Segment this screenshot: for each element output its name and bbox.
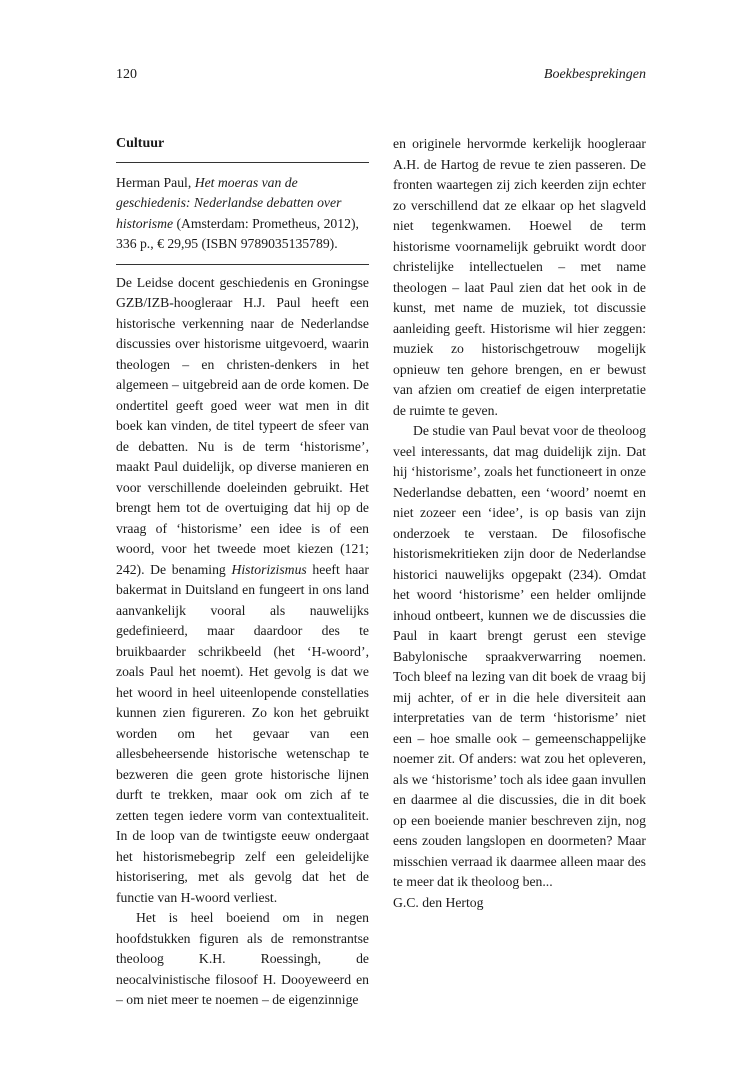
page-number: 120: [116, 67, 137, 82]
right-column: [393, 134, 646, 913]
citation-author: Herman Paul,: [116, 174, 195, 190]
reviewer-signature: G.C. den Hertog: [393, 894, 484, 910]
left-column: [116, 134, 369, 1011]
review-paragraph-2: Het is heel boeiend om in negen hoofdstukken figuren als de remonstrantse theoloog K.H. Roessingh, de neocalvinistische filosoof H. Dooyeweerd en – om niet meer te noemen – de eigenzinnige: [116, 910, 369, 1007]
divider-bottom: [116, 264, 369, 265]
book-citation: [116, 173, 369, 255]
review-paragraph-2-continued: en originele hervormde kerkelijk hoogleraar A.H. de Hartog de revue te zien passeren. De fronten waartegen zij zich keerden zijn echter zo verschillend dat ze elkaar op het slagveld niet tegenkwamen. Hoewel de term historisme voornamelijk gebruikt wordt door christelijke intellectuelen – met name theologen – laat Paul zien dat het ook in de kunst, met name de muziek, tot discussie aanleiding geeft. Historisme wil hier zeggen: muziek zo historischgetrouw mogelijk opnieuw ten gehore brengen, en er bewust van afzien om creatief de eigen interpretatie de ruimte te geven.: [393, 136, 646, 418]
section-title: Cultuur: [116, 136, 165, 151]
historizismus-term: Historizismus: [231, 561, 307, 577]
divider-top: [116, 162, 369, 163]
review-paragraph-3: De studie van Paul bevat voor de theoloog veel interessants, dat mag duidelijk zijn. Dat hij ‘historisme’, zoals het functioneert in onze Nederlandse debatten, een ‘woord’ noemt en niet zozeer een ‘idee’, is op basis van zijn onderzoek te verstaan. De filosofische historismekritieken zijn door de Nederlandse historici nauwelijks opgepakt (234). Omdat het woord ‘historisme’ een helder omlijnde inhoud ontbeert, kunnen we de discussies die Paul in kaart brengt gerust een stevige Babylonische spraakverwarring noemen. Toch bleef na lezing van dit boek de vraag bij mij achter, of er in die hele diversiteit aan interpretaties van de term ‘historisme’ niet een – hoe smalle ook – gemeenschappelijke noemer zit. Of anders: wat zou het opleveren, als we ‘historisme’ toch als idee gaan invullen en daarmee al die discussies, die in dit boek op een boeiende manier beschreven zijn, nog eens zouden langslopen en doormeten? Maar misschien verraad ik daarmee alleen maar des te meer dat ik theoloog ben...: [393, 423, 646, 889]
review-paragraph-1: De Leidse docent geschiedenis en Groningse GZB/IZB-hoogleraar H.J. Paul heeft een historische verkenning naar de Nederlandse discussies over historisme uitgevoerd, waarin theologen – en christen-denkers in het algemeen – uitgebreid aan de orde komen. De ondertitel geeft goed weer wat men in dit boek kan vinden, de titel typeert de sfeer van de debatten. Nu is de term ‘historisme’, maakt Paul duidelijk, op diverse manieren en voor verschillende doeleinden gebruikt. Het brengt hem tot de overtuiging dat hij op de vraag of ‘historisme’ een idee is of een woord, voor het tweede moet kiezen (121; 242). De benaming Historizismus heeft haar bakermat in Duitsland en fungeert in ons land aanvankelijk vooral als nauwelijks gedefinieerd, maar daardoor des te bruikbaarder schrikbeeld (het ‘H-woord’, zoals Paul het noemt). Het gevolg is dat we het woord in heel uiteenlopende constellaties kunnen zien figureren. Zo kon het gebruikt worden om het gevaar van een allesbeheersende historische wetenschap te bezweren die geen grote historische lijnen durft te trekken, maar ook om zich af te zetten tegen iedere vorm van contextualiteit. In de loop van de twintigste eeuw ondergaat het historismebegrip zelf een geleidelijke historisering, met als gevolg dat het de functie van H-woord verliest.: [116, 274, 369, 905]
citation-title: Het moeras van de geschiedenis: Nederlandse debatten over historisme: [116, 174, 342, 231]
citation-details: (Amsterdam: Prometheus, 2012), 336 p., € 29,95 (ISBN 9789035135789).: [116, 215, 359, 251]
running-head: Boekbesprekingen: [543, 67, 646, 82]
